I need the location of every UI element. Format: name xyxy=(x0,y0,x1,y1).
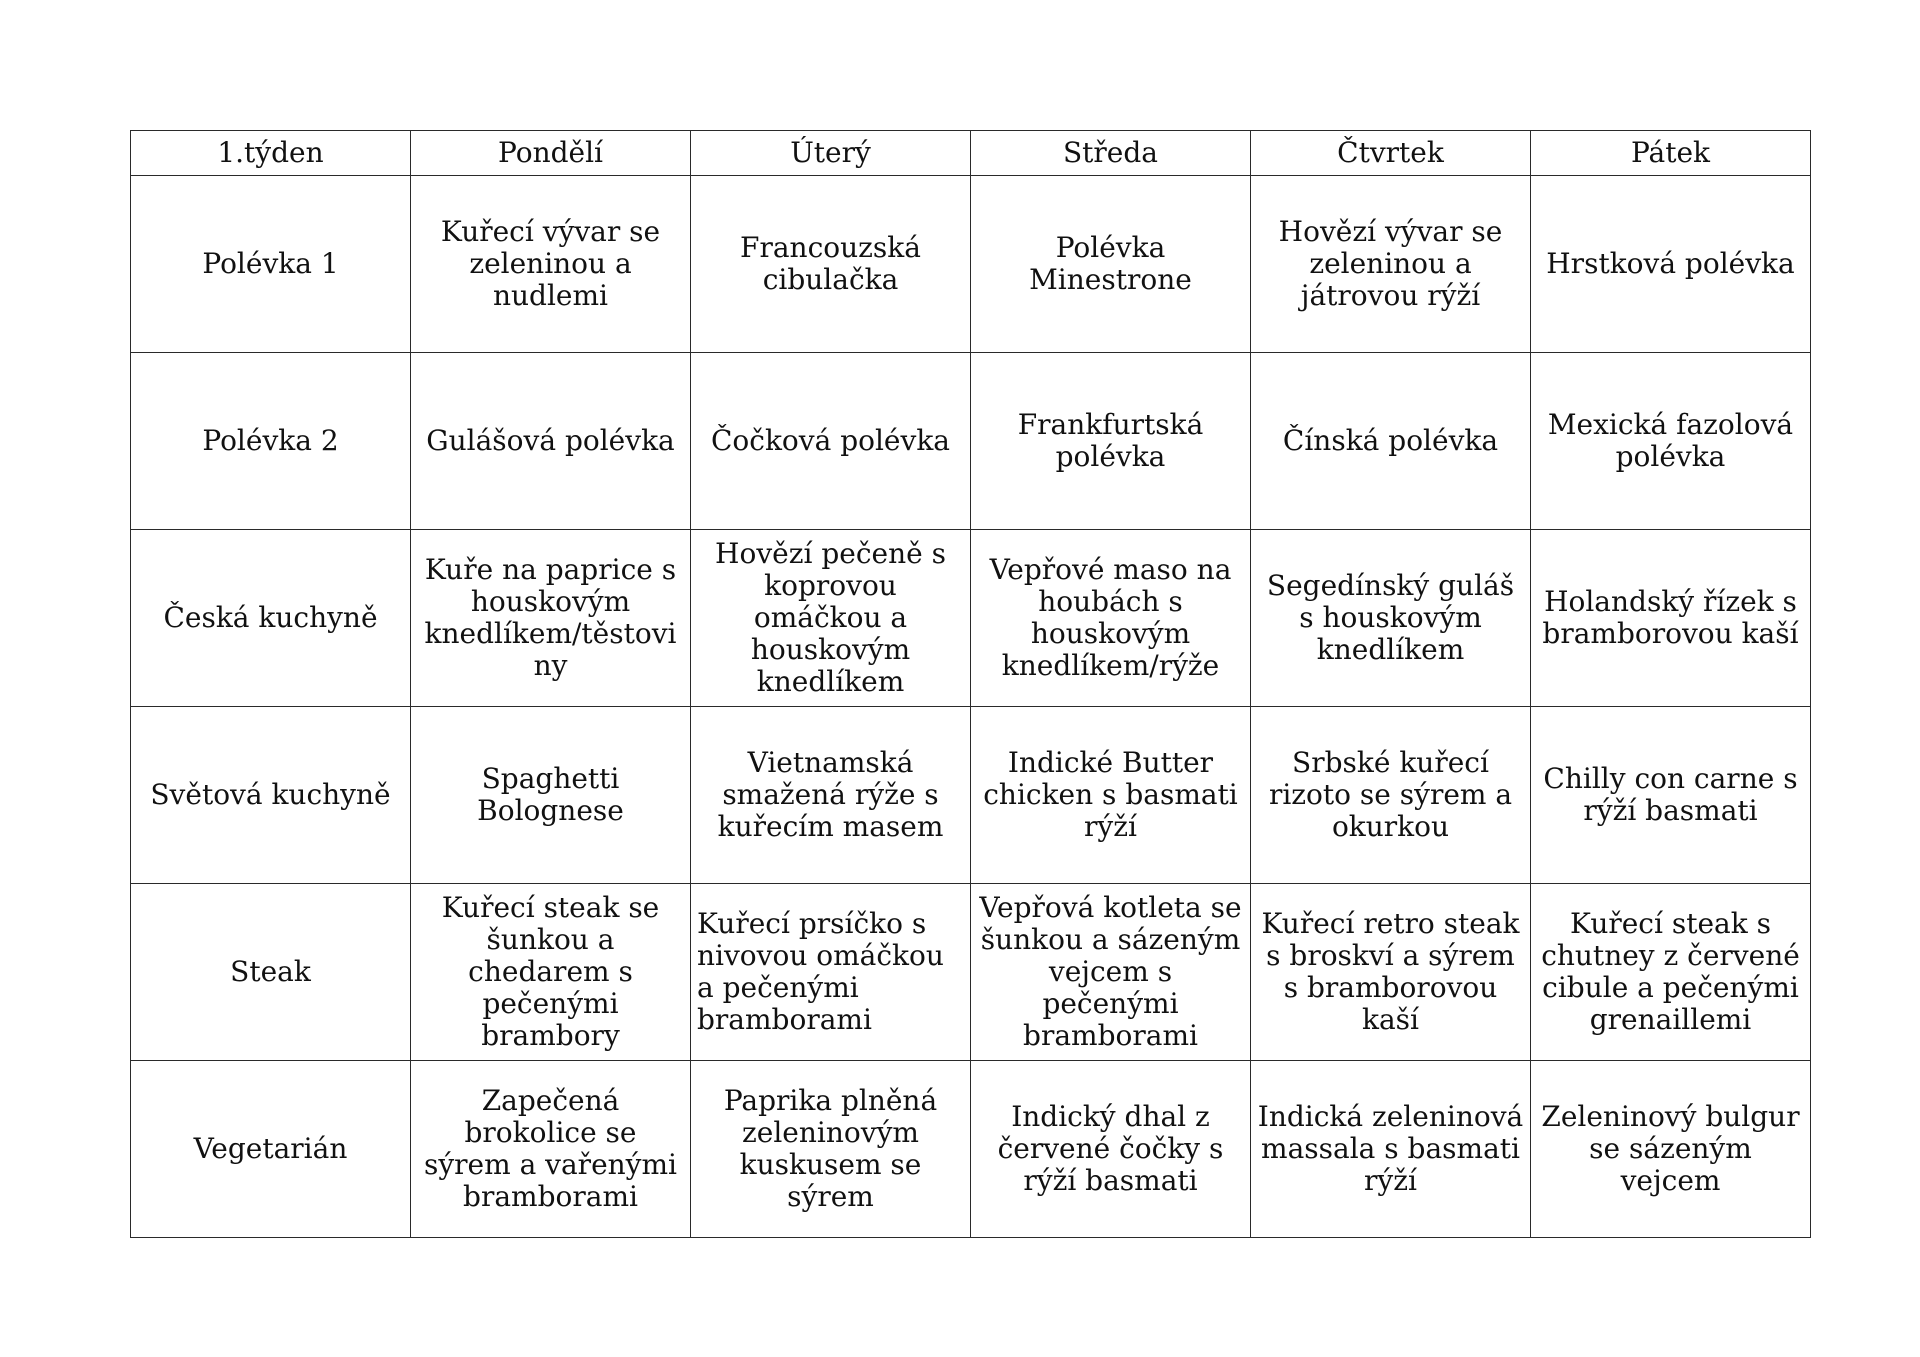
menu-cell: Indické Butter chicken s basmati rýží xyxy=(971,707,1251,884)
menu-cell: Hovězí vývar se zeleninou a játrovou rýží xyxy=(1251,176,1531,353)
menu-cell: Kuřecí steak s chutney z červené cibule a pečenými grenaillemi xyxy=(1531,884,1811,1061)
row-category: Polévka 1 xyxy=(131,176,411,353)
day-header-monday: Pondělí xyxy=(411,131,691,176)
menu-cell: Polévka Minestrone xyxy=(971,176,1251,353)
table-row xyxy=(131,707,1811,884)
table-row xyxy=(131,884,1811,1061)
menu-cell: Čočková polévka xyxy=(691,353,971,530)
day-header-friday: Pátek xyxy=(1531,131,1811,176)
menu-cell: Frankfurtská polévka xyxy=(971,353,1251,530)
menu-cell: Spaghetti Bolognese xyxy=(411,707,691,884)
menu-cell: Mexická fazolová polévka xyxy=(1531,353,1811,530)
day-header-thursday: Čtvrtek xyxy=(1251,131,1531,176)
menu-cell: Hovězí pečeně s koprovou omáčkou a houskovým knedlíkem xyxy=(691,530,971,707)
weekly-menu-table xyxy=(130,130,1811,1238)
menu-cell: Zeleninový bulgur se sázeným vejcem xyxy=(1531,1061,1811,1238)
table-row xyxy=(131,530,1811,707)
menu-cell: Vepřová kotleta se šunkou a sázeným vejcem s pečenými bramborami xyxy=(971,884,1251,1061)
row-category: Polévka 2 xyxy=(131,353,411,530)
row-category: Světová kuchyně xyxy=(131,707,411,884)
menu-cell: Gulášová polévka xyxy=(411,353,691,530)
menu-cell: Kuře na paprice s houskovým knedlíkem/těstoviny xyxy=(411,530,691,707)
day-header-wednesday: Středa xyxy=(971,131,1251,176)
table-row xyxy=(131,353,1811,530)
day-header-tuesday: Úterý xyxy=(691,131,971,176)
table-row xyxy=(131,1061,1811,1238)
menu-cell: Čínská polévka xyxy=(1251,353,1531,530)
header-row xyxy=(131,131,1811,176)
menu-cell: Indická zeleninová massala s basmati rýží xyxy=(1251,1061,1531,1238)
row-category: Česká kuchyně xyxy=(131,530,411,707)
row-category: Steak xyxy=(131,884,411,1061)
menu-cell: Kuřecí prsíčko s nivovou omáčkou a pečenými bramborami xyxy=(691,884,971,1061)
menu-cell: Indický dhal z červené čočky s rýží basmati xyxy=(971,1061,1251,1238)
menu-cell: Holandský řízek s bramborovou kaší xyxy=(1531,530,1811,707)
table-row xyxy=(131,176,1811,353)
menu-cell: Kuřecí steak se šunkou a chedarem s pečenými brambory xyxy=(411,884,691,1061)
menu-cell: Chilly con carne s rýží basmati xyxy=(1531,707,1811,884)
menu-cell: Segedínský guláš s houskovým knedlíkem xyxy=(1251,530,1531,707)
menu-cell: Hrstková polévka xyxy=(1531,176,1811,353)
menu-cell: Francouzská cibulačka xyxy=(691,176,971,353)
menu-cell: Vietnamská smažená rýže s kuřecím masem xyxy=(691,707,971,884)
menu-cell: Zapečená brokolice se sýrem a vařenými bramborami xyxy=(411,1061,691,1238)
week-label: 1.týden xyxy=(131,131,411,176)
row-category: Vegetarián xyxy=(131,1061,411,1238)
menu-cell: Paprika plněná zeleninovým kuskusem se sýrem xyxy=(691,1061,971,1238)
menu-cell: Kuřecí vývar se zeleninou a nudlemi xyxy=(411,176,691,353)
menu-cell: Vepřové maso na houbách s houskovým knedlíkem/rýže xyxy=(971,530,1251,707)
menu-cell: Srbské kuřecí rizoto se sýrem a okurkou xyxy=(1251,707,1531,884)
menu-cell: Kuřecí retro steak s broskví a sýrem s bramborovou kaší xyxy=(1251,884,1531,1061)
